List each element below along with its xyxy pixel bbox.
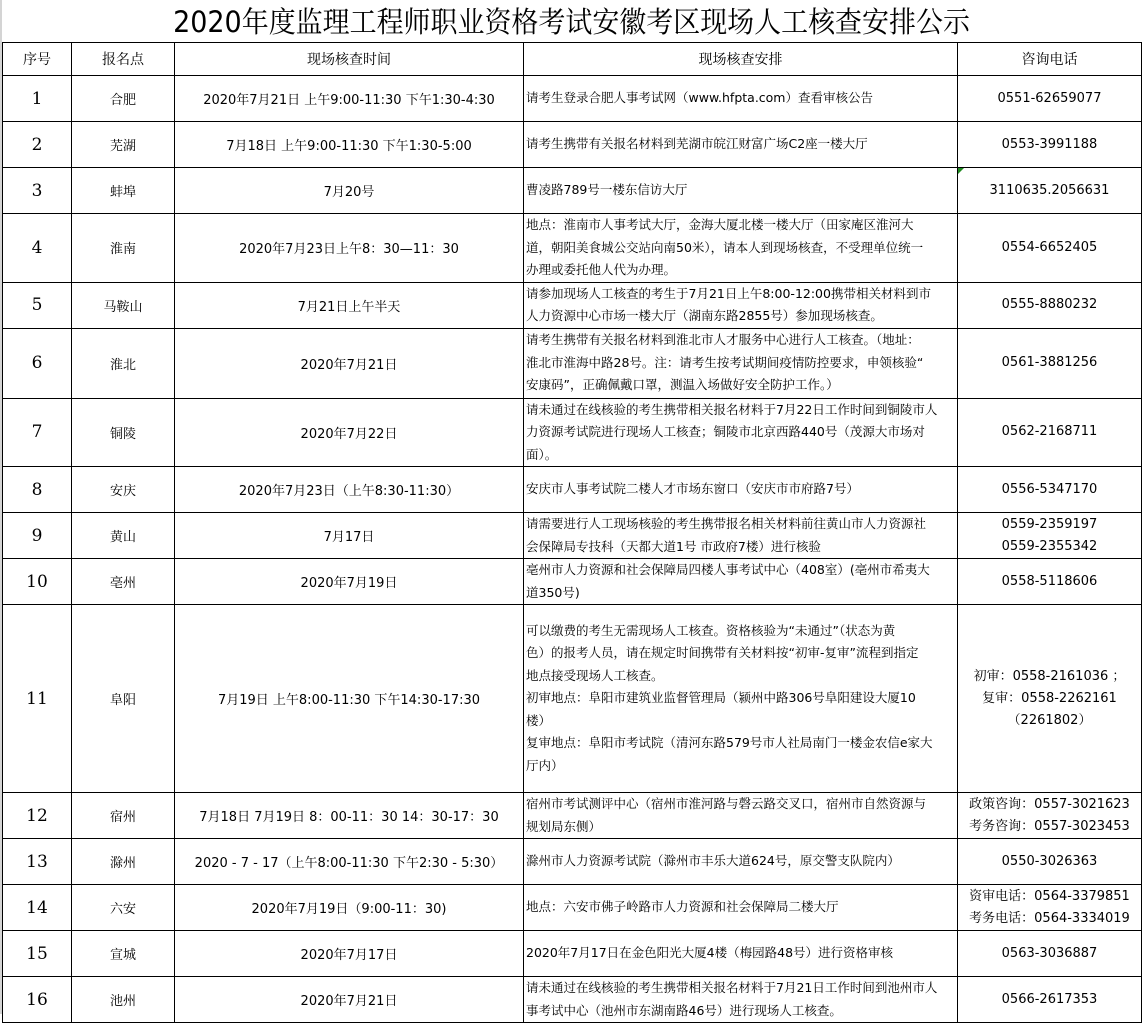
arrangement-line: 宿州市考试测评中心（宿州市淮河路与磬云路交叉口，宿州市自然资源与 [526,796,927,811]
cell-site[interactable]: 阜阳 [72,605,175,793]
arrangement-line: 厅内） [526,757,564,773]
table-row [3,214,1142,283]
cell-time[interactable]: 7月18日 上午9:00-11:30 下午1:30-5:00 [175,122,524,168]
arrangement-line: 2020年7月17日在金色阳光大厦4楼（梅园路48号）进行资格审核 [526,945,894,961]
cell-site[interactable]: 六安 [72,885,175,931]
cell-arrangement[interactable] [524,559,958,605]
arrangement-line: 请需要进行人工现场核验的考生携带报名相关材料前往黄山市人力资源社 [526,516,927,531]
cell-site[interactable]: 黄山 [72,513,175,559]
phone-number: 复审：0558-2262161 [982,690,1117,706]
cell-time[interactable]: 2020年7月21日 [175,328,524,398]
cell-no[interactable]: 10 [3,559,72,605]
arrangement-line: 道350号) [526,584,580,600]
cell-phone[interactable] [958,467,1142,513]
cell-arrangement[interactable] [524,398,958,467]
cell-no[interactable]: 5 [3,282,72,328]
arrangement-line: 规划局东侧） [526,818,602,834]
cell-phone[interactable] [958,398,1142,467]
table-row [3,328,1142,398]
cell-phone[interactable] [958,605,1142,793]
arrangement-line: 请考生登录合肥人事考试网（www.hfpta.com）查看审核公告 [526,90,873,106]
phone-number: 0553-3991188 [1001,136,1098,152]
phone-number: 0554-6652405 [1001,239,1098,255]
arrangement-line: 安庆市人事考试院二楼人才市场东窗口（安庆市市府路7号） [526,481,859,497]
phone-number: 0556-5347170 [1001,481,1098,497]
cell-phone[interactable] [958,122,1142,168]
cell-arrangement[interactable] [524,793,958,839]
arrangement-line: 淮北市淮海中路28号。注：请考生按考试期间疫情防控要求，申领核验“ [526,354,924,370]
cell-no[interactable]: 12 [3,793,72,839]
cell-arrangement[interactable] [524,168,958,214]
arrangement-line: 地点：淮南市人事考试大厅，金海大厦北楼一楼大厅（田家庵区淮河大 [526,217,914,232]
table-row [3,885,1142,931]
cell-flag-icon [958,168,964,174]
phone-number: 考务咨询：0557-3023453 [969,818,1130,834]
arrangement-line: 请未通过在线核验的考生携带相关报名材料于7月22日工作时间到铜陵市人 [526,401,938,417]
cell-no[interactable]: 2 [3,122,72,168]
cell-time[interactable]: 7月18日 7月19日 8：00-11：30 14：30-17：30 [175,793,524,839]
cell-phone[interactable] [958,282,1142,328]
cell-arrangement[interactable] [524,977,958,1023]
table-row [3,76,1142,122]
cell-time[interactable]: 2020年7月21日 上午9:00-11:30 下午1:30-4:30 [175,76,524,122]
arrangement-line: 事考试中心（池州市东湖南路46号）进行现场人工核查。 [526,1002,842,1018]
arrangement-line: 初审地点：阜阳市建筑业监督管理局（颍州中路306号阜阳建设大厦10 [526,690,916,706]
cell-time[interactable]: 2020年7月19日 [175,559,524,605]
cell-no[interactable]: 11 [3,605,72,793]
cell-no[interactable]: 9 [3,513,72,559]
cell-time[interactable]: 2020 - 7 - 17（上午8:00-11:30 下午2:30 - 5:30） [175,839,524,885]
phone-number: 资审电话：0564-3379851 [969,888,1130,904]
phone-number: 0550-3026363 [1001,853,1098,869]
cell-site[interactable]: 芜湖 [72,122,175,168]
table-row [3,931,1142,977]
cell-no[interactable]: 4 [3,214,72,283]
cell-site[interactable]: 铜陵 [72,398,175,467]
header-phone[interactable]: 咨询电话 [958,43,1142,76]
cell-arrangement[interactable] [524,76,958,122]
cell-time[interactable]: 7月17日 [175,513,524,559]
phone-number: 0558-5118606 [1001,573,1098,589]
page-title: 2020年度监理工程师职业资格考试安徽考区现场人工核查安排公示 [173,5,970,39]
cell-site[interactable]: 滁州 [72,839,175,885]
cell-arrangement[interactable] [524,605,958,793]
arrangement-line: 请考生携带有关报名材料到芜湖市皖江财富广场C2座一楼大厅 [526,136,868,152]
schedule-table [2,42,1142,1023]
table-row [3,513,1142,559]
phone-number: 0559-2355342 [1001,538,1098,554]
cell-no[interactable]: 6 [3,328,72,398]
cell-time[interactable]: 7月21日上午半天 [175,282,524,328]
cell-time[interactable]: 2020年7月23日（上午8:30-11:30） [175,467,524,513]
cell-phone[interactable] [958,839,1142,885]
arrangement-line: 地点：六安市佛子岭路市人力资源和社会保障局二楼大厅 [526,899,839,915]
cell-no[interactable]: 15 [3,931,72,977]
cell-time[interactable]: 2020年7月21日 [175,977,524,1023]
phone-number: 考务电话：0564-3334019 [969,910,1130,926]
cell-site[interactable]: 淮北 [72,328,175,398]
arrangement-line: 亳州市人力资源和社会保障局四楼人事考试中心（408室）(亳州市希夷大 [526,562,930,577]
cell-phone[interactable] [958,76,1142,122]
table-row [3,793,1142,839]
cell-phone[interactable] [958,328,1142,398]
arrangement-line: 复审地点：阜阳市考试院（清河东路579号市人社局南门一楼金农信e家大 [526,735,933,751]
arrangement-line: 力资源考试院进行现场人工核查；铜陵市北京西路440号（茂源大市场对 [526,424,925,439]
header-site[interactable]: 报名点 [72,43,175,76]
header-arrangement[interactable]: 现场核查安排 [524,43,958,76]
cell-site[interactable]: 宣城 [72,931,175,977]
phone-number: 0551-62659077 [997,90,1102,106]
table-row [3,168,1142,214]
phone-number: 0562-2168711 [1001,424,1098,440]
cell-no[interactable]: 3 [3,168,72,214]
cell-no[interactable]: 1 [3,76,72,122]
phone-number: 0559-2359197 [1001,516,1098,532]
header-no[interactable]: 序号 [3,43,72,76]
cell-arrangement[interactable] [524,214,958,283]
cell-site[interactable]: 合肥 [72,76,175,122]
phone-number: 0561-3881256 [1001,355,1098,370]
cell-arrangement[interactable] [524,467,958,513]
cell-phone[interactable] [958,214,1142,283]
cell-site[interactable]: 亳州 [72,559,175,605]
cell-time[interactable]: 2020年7月22日 [175,398,524,467]
phone-number: 0566-2617353 [1001,991,1098,1007]
arrangement-line: 色）的报考人员，请在规定时间携带有关材料按“初审-复审”流程到指定 [526,645,919,661]
phone-number: 初审：0558-2161036 ； [973,668,1126,684]
table-body [3,76,1142,1023]
cell-time[interactable]: 2020年7月23日上午8：30—11：30 [175,214,524,283]
phone-number: 0555-8880232 [1001,297,1098,312]
arrangement-line: 请参加现场人工核查的考生于7月21日上午8:00-12:00携带相关材料到市 [526,285,931,301]
phone-number: （2261802） [1007,712,1092,728]
arrangement-line: 面）。 [526,446,558,462]
cell-site[interactable]: 马鞍山 [72,282,175,328]
cell-arrangement[interactable] [524,513,958,559]
cell-no[interactable]: 7 [3,398,72,467]
phone-number: 3110635.2056631 [989,182,1110,198]
cell-time[interactable]: 7月19日 上午8:00-11:30 下午14:30-17:30 [175,605,524,793]
table-row [3,282,1142,328]
cell-phone[interactable] [958,977,1142,1023]
cell-no[interactable]: 13 [3,839,72,885]
table-row [3,839,1142,885]
cell-no[interactable]: 14 [3,885,72,931]
cell-phone[interactable] [958,513,1142,559]
cell-phone[interactable] [958,559,1142,605]
table-row [3,467,1142,513]
cell-time[interactable]: 2020年7月19日（9:00-11：30) [175,885,524,931]
phone-number: 0563-3036887 [1001,945,1098,961]
arrangement-line: 请考生携带有关报名材料到淮北市人才服务中心进行人工核查。（地址： [526,332,920,348]
table-row [3,122,1142,168]
cell-phone[interactable] [958,793,1142,839]
cell-arrangement[interactable] [524,328,958,398]
cell-arrangement[interactable] [524,282,958,328]
cell-site[interactable]: 宿州 [72,793,175,839]
arrangement-line: 请未通过在线核验的考生携带相关报名材料于7月21日工作时间到池州市人 [526,980,938,995]
arrangement-line: 曹凌路789号一楼东信访大厅 [526,182,688,198]
arrangement-line: 人力资源中心市场一楼大厅（湖南东路2855号）参加现场核查。 [526,308,883,323]
cell-phone[interactable] [958,168,1142,214]
arrangement-line: 安康码”，正确佩戴口罩，测温入场做好安全防护工作。） [526,377,839,393]
cell-arrangement[interactable] [524,122,958,168]
cell-arrangement[interactable] [524,931,958,977]
cell-phone[interactable] [958,885,1142,931]
arrangement-line: 会保障局专技科（天都大道1号 市政府7楼）进行核验 [526,538,821,554]
cell-arrangement[interactable] [524,839,958,885]
table-row [3,559,1142,605]
cell-phone[interactable] [958,931,1142,977]
arrangement-line: 道，朝阳美食城公交站向南50米），请本人到现场核查，不受理单位统一 [526,239,924,255]
cell-site[interactable]: 安庆 [72,467,175,513]
arrangement-line: 滁州市人力资源考试院（滁州市丰乐大道624号，原交警支队院内） [526,853,900,869]
cell-time[interactable]: 7月20号 [175,168,524,214]
arrangement-line: 可以缴费的考生无需现场人工核查。资格核验为“未通过”（状态为黄 [526,622,896,638]
arrangement-line: 楼） [526,712,552,728]
header-row [3,43,1142,76]
table-row [3,605,1142,793]
arrangement-line: 地点接受现场人工核查。 [526,667,664,683]
cell-site[interactable]: 池州 [72,977,175,1023]
cell-arrangement[interactable] [524,885,958,931]
header-time[interactable]: 现场核查时间 [175,43,524,76]
table-row [3,398,1142,467]
spreadsheet [2,0,1141,1023]
cell-no[interactable]: 16 [3,977,72,1023]
arrangement-line: 办理或委托他人代为办理。 [526,262,677,277]
phone-number: 政策咨询：0557-3021623 [969,796,1130,812]
cell-no[interactable]: 8 [3,467,72,513]
cell-site[interactable]: 蚌埠 [72,168,175,214]
cell-site[interactable]: 淮南 [72,214,175,283]
cell-time[interactable]: 2020年7月17日 [175,931,524,977]
table-row [3,977,1142,1023]
